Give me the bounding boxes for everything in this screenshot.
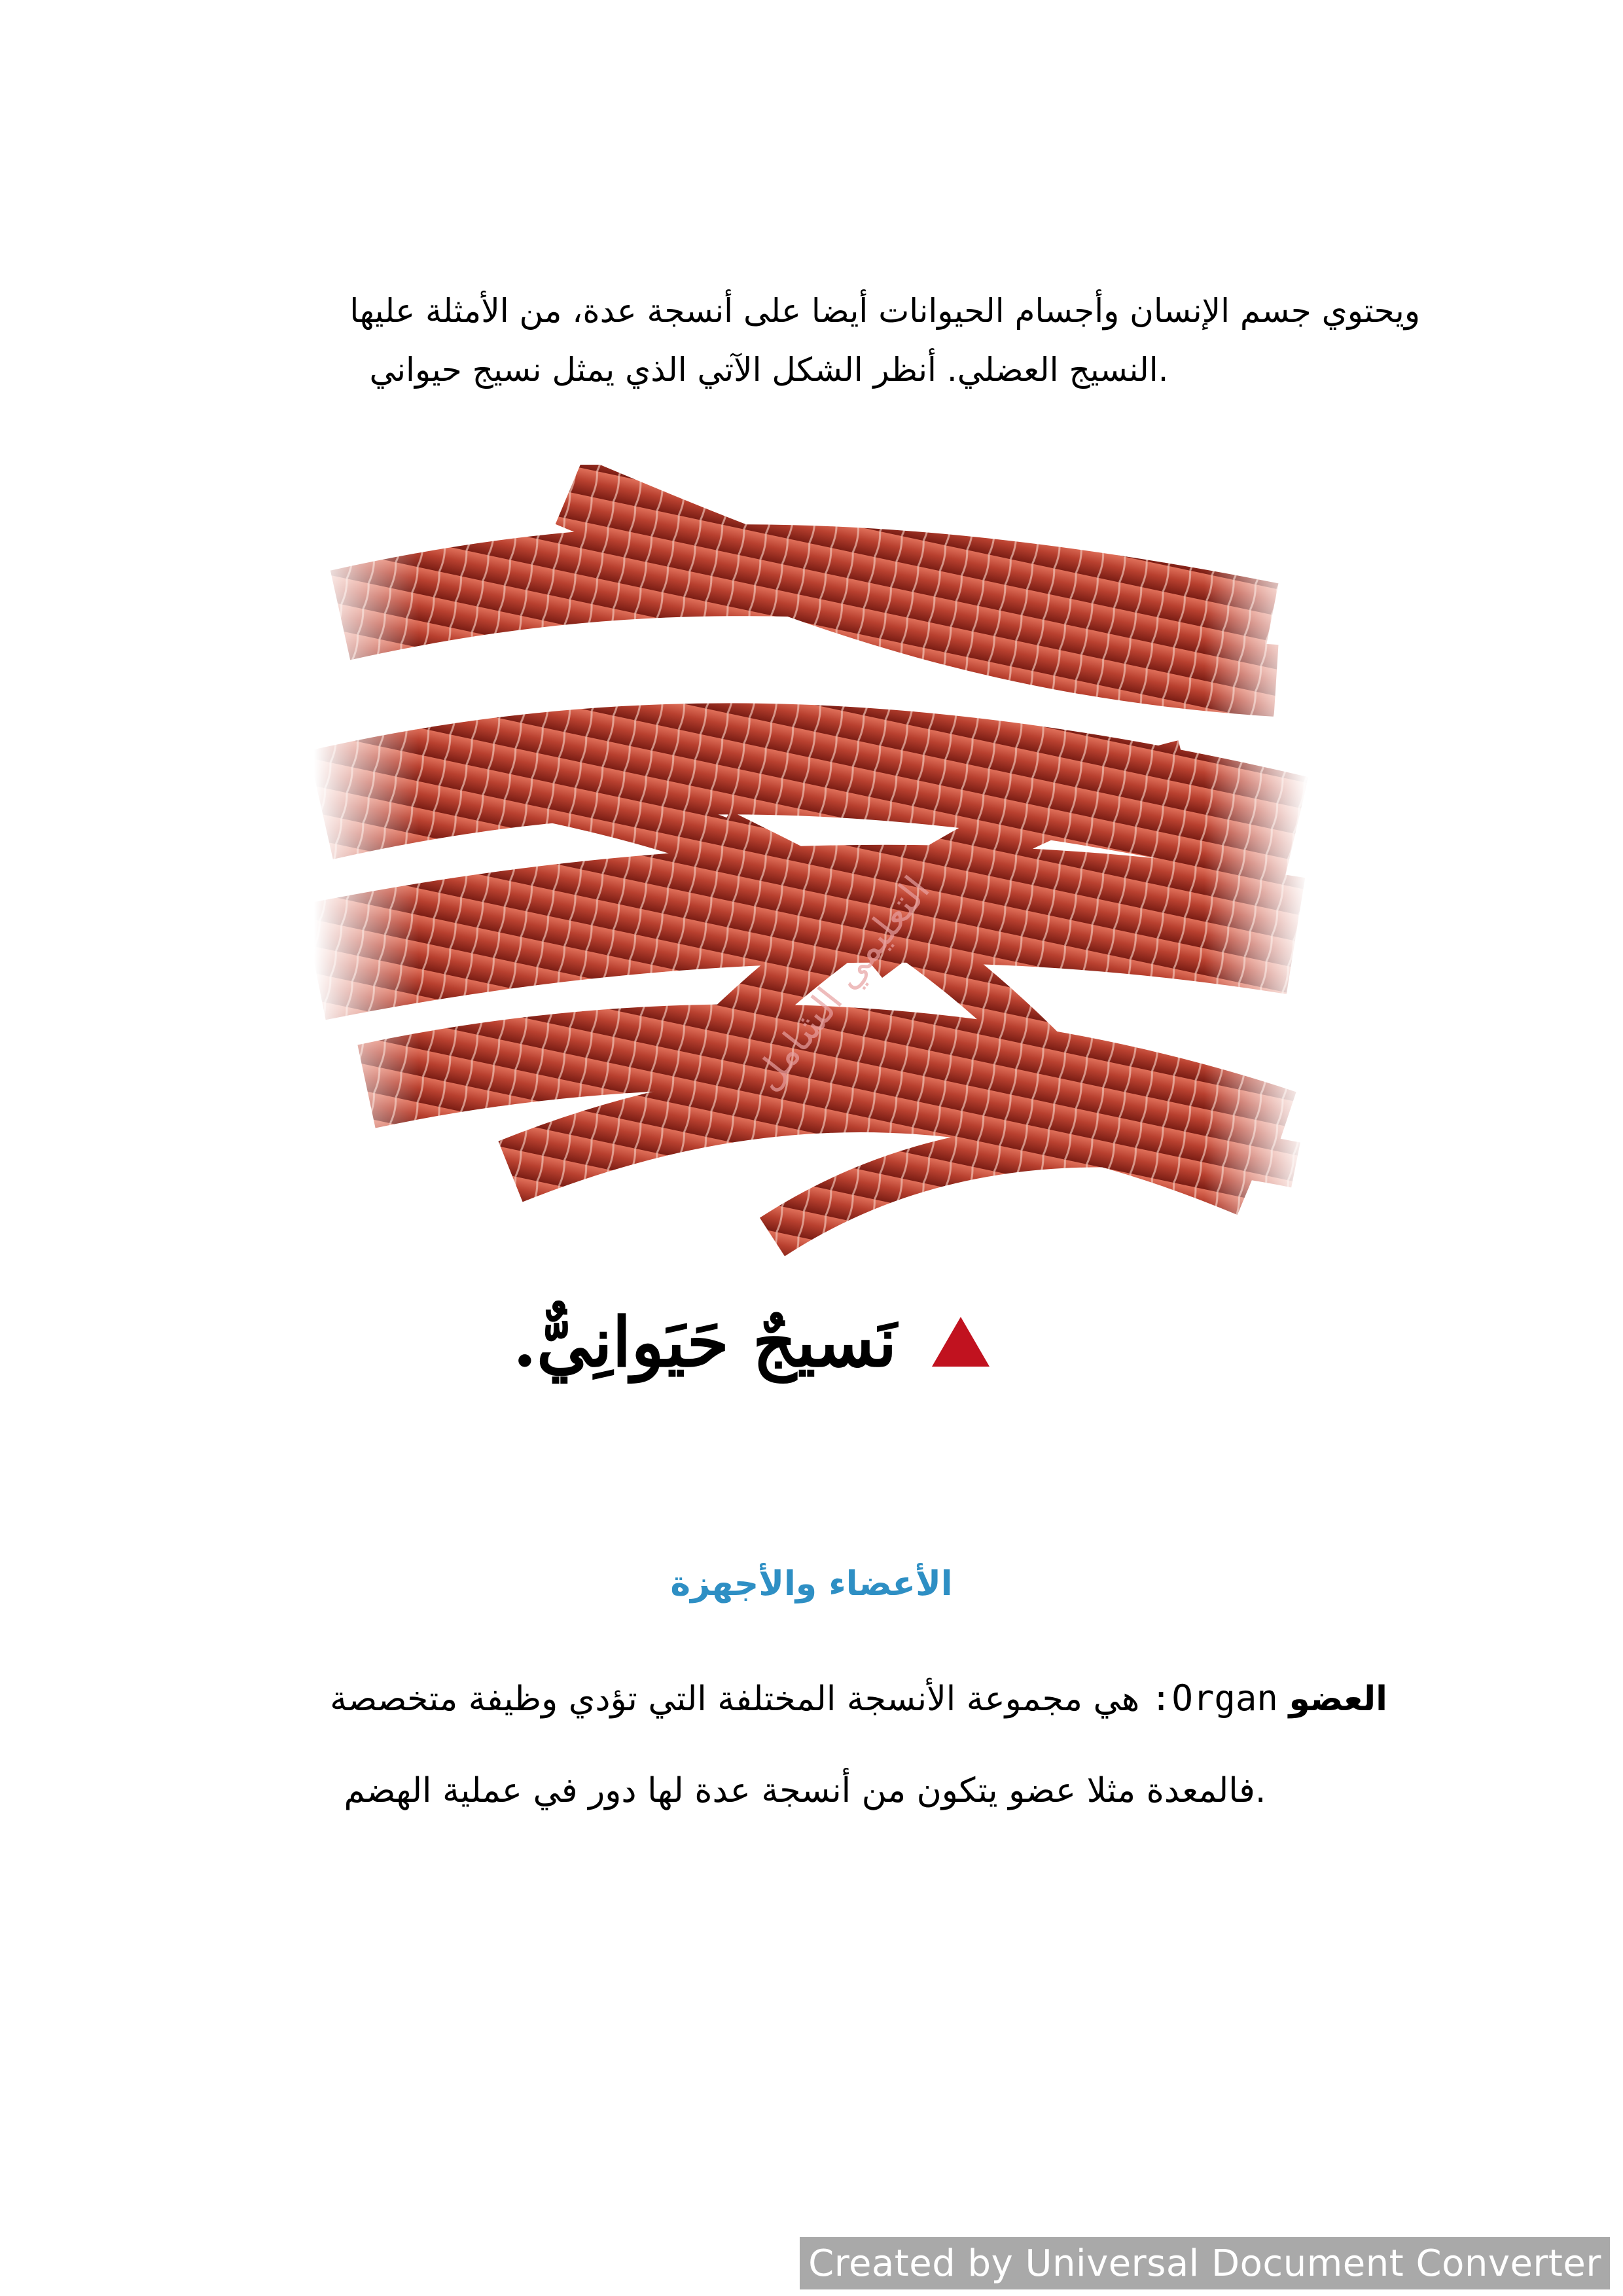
caption-text: نَسيجٌ حَيَوانِيٌّ. <box>512 1301 897 1382</box>
intro-paragraph <box>196 281 1420 399</box>
definition-term: العضو <box>1289 1679 1387 1719</box>
muscle-tissue-illustration <box>314 465 1309 1270</box>
definition-text: هي مجموعة الأنسجة المختلفة التي تؤدي وظيفة متخصصة <box>330 1679 1140 1719</box>
converter-badge: Created by Universal Document Converter <box>800 2237 1610 2289</box>
triangle-marker-icon <box>929 1314 992 1369</box>
watermark-text: التعليمي الشامل <box>744 867 938 1099</box>
definition-term-en: Organ: <box>1150 1677 1278 1719</box>
definition-paragraph <box>223 1653 1387 1837</box>
intro-line-1: ويحتوي جسم الإنسان وأجسام الحيوانات أيضا على أنسجة عدة، من الأمثلة عليها <box>349 292 1420 330</box>
section-title: الأعضاء والأجهزة <box>670 1564 953 1604</box>
definition-line-1 <box>223 1653 1387 1745</box>
figure-caption <box>458 1286 1047 1397</box>
muscle-tissue-figure <box>314 465 1309 1270</box>
definition-line-2: .فالمعدة مثلا عضو يتكون من أنسجة عدة لها دور في عملية الهضم <box>344 1771 1266 1810</box>
intro-line-2: .النسيج العضلي. أنظر الشكل الآتي الذي يمثل نسيج حيواني <box>369 351 1169 389</box>
